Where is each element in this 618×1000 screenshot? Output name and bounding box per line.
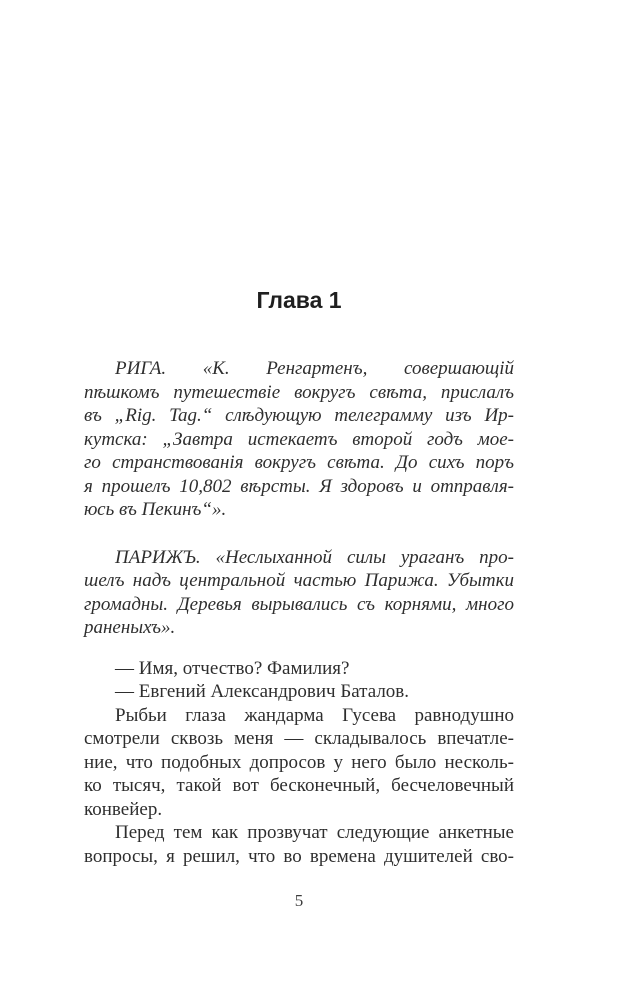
text-line: громадны. Деревья вырывались съ корнями, много <box>84 593 514 615</box>
page-number: 5 <box>294 891 304 910</box>
text-line: раненыхъ». <box>84 617 176 638</box>
text-line: вопросы, я решил, что во времена душителей сво- <box>84 845 514 867</box>
paragraph <box>84 704 514 822</box>
text-line: пѣшкомъ путешествіе вокругъ свѣта, прислалъ <box>84 381 514 403</box>
text-line: ко тысяч, такой вот бесконечный, бесчеловечный <box>84 775 514 796</box>
paragraph <box>84 657 514 681</box>
text-line: конвейер. <box>84 798 163 820</box>
text-line: ние, что подобных допросов у него было несколь- <box>84 751 514 773</box>
text-line: — Евгений Александрович Баталов. <box>115 681 410 702</box>
text-line: — Имя, отчество? Фамилия? <box>115 657 350 679</box>
paragraph <box>84 680 514 704</box>
paragraph <box>84 821 514 868</box>
text-line: смотрели сквозь меня — складывалось впечатле- <box>84 728 514 749</box>
text-line: кутска: „Завтра истекаетъ второй годъ мое- <box>84 428 514 450</box>
text-line: шелъ надъ центральной частью Парижа. Убытки <box>84 570 514 591</box>
text-block <box>84 357 514 868</box>
text-line: РИГА. «К. Ренгартенъ, совершающій <box>115 358 514 379</box>
chapter-title: Глава 1 <box>256 287 342 313</box>
text-line: Рыбьи глаза жандарма Гусева равнодушно <box>115 704 514 726</box>
text-line: ПАРИЖЪ. «Неслыханной силы ураганъ про- <box>115 546 514 568</box>
text-line: въ „Rig. Tag.“ слѣдующую телеграмму изъ Ир- <box>84 405 514 426</box>
text-line: го странствованія вокругъ свѣта. До сихъ поръ <box>84 452 514 473</box>
paragraph <box>84 546 514 640</box>
text-line: юсь въ Пекинъ“». <box>84 499 227 520</box>
paragraph <box>84 357 514 522</box>
text-line: я прошелъ 10,802 вѣрсты. Я здоровъ и отправля- <box>84 475 514 497</box>
text-line: Перед тем как прозвучат следующие анкетные <box>115 822 514 843</box>
